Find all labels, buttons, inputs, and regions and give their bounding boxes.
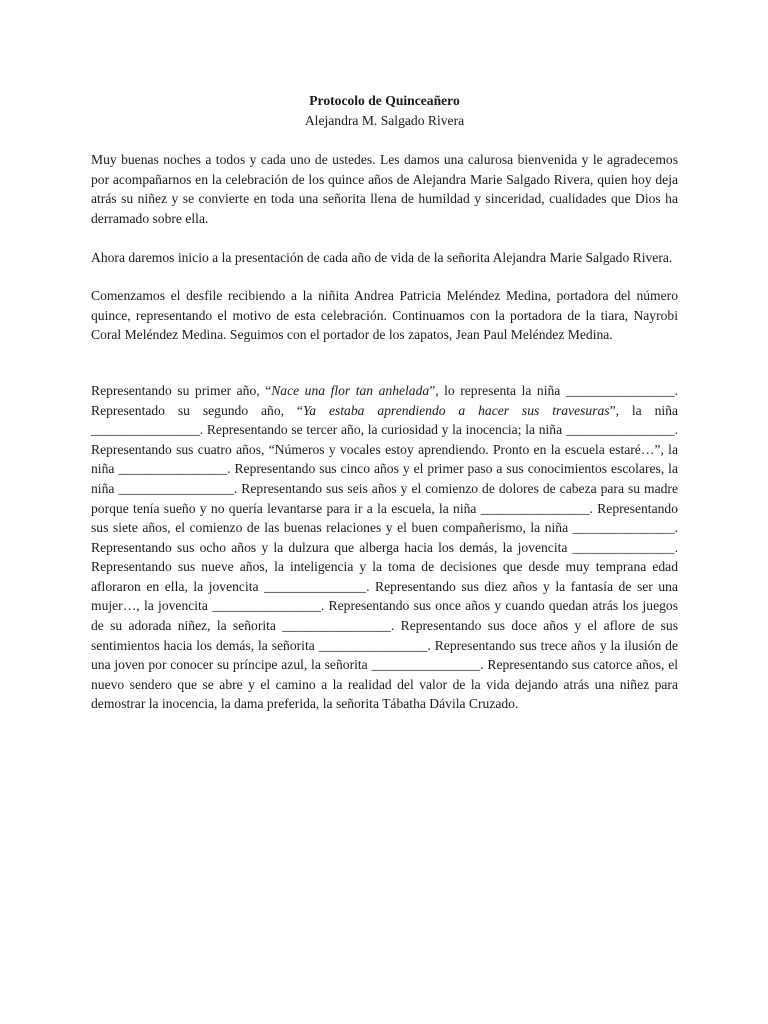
paragraph-welcome: Muy buenas noches a todos y cada uno de ustedes. Les damos una calurosa bienvenida y le agradecemos por acompañarnos en la celebración de los quince años de Alejandra Marie Salgado Rivera, quien hoy deja atrás su niñez y se convierte en toda una señorita llena de humildad y sinceridad, cualidades que Dios ha derramado sobre ella. (91, 152, 678, 226)
document-body (91, 91, 678, 714)
years-text-1: Representando su primer año, “ (91, 382, 272, 398)
years-quote-1: Nace una flor tan anhelada (271, 382, 430, 398)
paragraph-parade: Comenzamos el desfile recibiendo a la niñita Andrea Patricia Meléndez Medina, portadora del número quince, representando el motivo de esta celebración. Continuamos con la portadora de la tiara, Nayrobi Coral Meléndez Medina. Seguimos con el portador de los zapatos, Jean Paul Meléndez Medina. (91, 288, 678, 343)
document-author: Alejandra M. Salgado Rivera (304, 112, 465, 128)
years-text-3: ”, la niña ________________. Representando se tercer año, la curiosidad y la inocencia; la niña ________________. Representando sus cuatro años, “Números y vocales estoy aprendiendo. Pronto en la escuela estaré…”, la niña ________________. Representando sus cinco años y el primer paso a sus conocimientos escolares, la niña _________________. Representando sus seis años y el comienzo de dolores de cabeza para su madre porque tenía sueño y no quería levantarse para ir a la escuela, la niña ________________. Representando sus siete años, el comienzo de las buenas relaciones y el buen compañerismo, la niña _______________. Representando sus ocho años y la dulzura que alberga hacia los demás, la jovencita _______________. Representando sus nueve años, la inteligencia y la toma de decisiones que desde muy temprana edad afloraron en ella, la jovencita _______________. Representando sus diez años y la fantasía de ser una mujer…, la jovencita ________________. Representando sus once años y cuando quedan atrás los juegos de su adorada niñez, la señorita ________________. Representando sus doce años y el aflore de sus sentimientos hacia los demás, la señorita ________________. Representando sus trece años y la ilusión de una joven por conocer su príncipe azul, la señorita ________________. Representando sus catorce años, el nuevo sendero que se abre y el camino a la realidad del valor de la vida dejando atrás una niñez para demostrar la inocencia, la dama preferida, la señorita Tábatha Dávila Cruzado. (91, 402, 679, 712)
years-text-2: ”, lo representa la niña ________________. Representado su segundo año, “ (91, 382, 678, 418)
years-quote-2: Ya estaba aprendiendo a hacer sus travesuras (302, 402, 610, 418)
paragraph-introduction: Ahora daremos inicio a la presentación de cada año de vida de la señorita Alejandra Marie Salgado Rivera. (91, 249, 673, 265)
paragraph-years (91, 381, 678, 714)
document-title: Protocolo de Quinceañero (309, 93, 460, 108)
